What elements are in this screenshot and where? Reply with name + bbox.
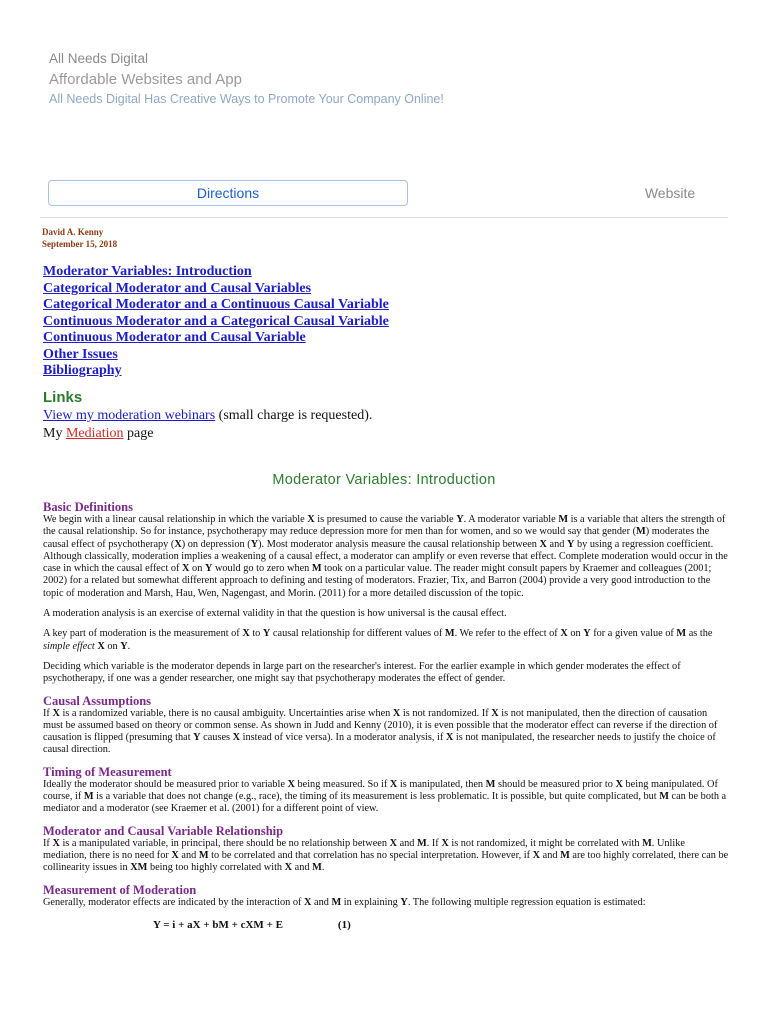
paragraph-basic-2: A moderation analysis is an exercise of external validity in that the question is how universal is the causal effect.: [43, 608, 507, 620]
equation-1: [43, 919, 729, 931]
equation-text: Y = i + aX + bM + cXM + E: [153, 918, 283, 931]
toc-link-categorical-moderator[interactable]: Categorical Moderator and Causal Variables: [43, 280, 312, 296]
equation-number: (1): [337, 918, 351, 931]
paragraph-relationship-1: If X is a manipulated variable, in principal, there should be no relationship between X and M. If X is not randomized, it might be correlated with M. Unlike mediation, there is no need for X and M to be correlated and that correlation has no special interpretation. However, if X and M are too highly correlated, there can be collinearity issues in XM being too highly correlated with X and M.: [43, 837, 729, 874]
mediation-suffix: page: [123, 426, 154, 441]
webinars-link[interactable]: View my moderation webinars: [43, 408, 216, 423]
toc-link-introduction[interactable]: Moderator Variables: Introduction: [43, 264, 252, 279]
ad-subtitle[interactable]: All Needs Digital Has Creative Ways to Promote Your Company Online!: [49, 92, 444, 106]
mediation-line: [43, 425, 153, 443]
article-body: [43, 500, 729, 931]
links-heading: Links: [43, 389, 83, 406]
toc-link-categorical-continuous[interactable]: Categorical Moderator and a Continuous Causal Variable: [43, 297, 389, 312]
paragraph-timing-1: Ideally the moderator should be measured prior to variable X being measured. So if X is manipulated, then M should be measured prior to X being manipulated. Of course, if M is a variable that does not change (e.g., race), the timing of its measurement is less problematic. It is possible, but quite complicated, but M can be both a mediator and a moderator (see Kraemer et al. (2001) for a different point of view.: [43, 778, 727, 815]
website-button[interactable]: Website: [644, 185, 696, 201]
mediation-prefix: My: [43, 426, 66, 441]
webinars-line: [43, 407, 372, 425]
author-info: [42, 226, 117, 250]
toc-link-other-issues[interactable]: Other Issues: [43, 346, 118, 362]
section-title: Moderator Variables: Introduction: [272, 472, 496, 488]
heading-measurement: Measurement of Moderation: [43, 882, 197, 897]
paragraph-basic-3: A key part of moderation is the measurement of X to Y causal relationship for different values of M. We refer to the effect of X on Y for a given value of M as the simple effect X on Y.: [43, 628, 713, 652]
ad-block: [49, 50, 444, 108]
toc-link-bibliography[interactable]: Bibliography: [43, 363, 122, 378]
heading-relationship: Moderator and Causal Variable Relationship: [43, 823, 284, 838]
author-name: David A. Kenny: [42, 227, 104, 237]
webinars-note: (small charge is requested).: [215, 408, 373, 423]
ad-brand[interactable]: All Needs Digital: [49, 51, 149, 66]
heading-basic-definitions: Basic Definitions: [43, 500, 133, 514]
toc-link-continuous-moderator[interactable]: Continuous Moderator and Causal Variable: [43, 330, 306, 345]
toc-link-continuous-categorical[interactable]: Continuous Moderator and a Categorical Causal Variable: [43, 313, 389, 329]
ad-buttons: [40, 180, 728, 218]
ad-title[interactable]: Affordable Websites and App: [49, 71, 242, 88]
paragraph-basic-4: Deciding which variable is the moderator depends in large part on the researcher's interest. For the earlier example in which gender moderates the effect of psychotherapy, if one was a gender researcher, one might say that psychotherapy moderates the effect of gender.: [43, 660, 681, 685]
paragraph-causal-1: If X is a randomized variable, there is no causal ambiguity. Uncertainties arise when X is not randomized. If X is not manipulated, then the direction of causation must be assumed based on theory or common sense. As shown in Judd and Kenny (2010), it is even possible that the moderator effect can reverse if the direction of causation is flipped (presuming that Y causes X instead of vice versa). In a moderator analysis, if X is not manipulated, the researcher needs to justify the choice of causal direction.: [43, 707, 718, 756]
author-date: September 15, 2018: [42, 239, 118, 249]
paragraph-basic-1: We begin with a linear causal relationship in which the variable X is presumed to cause the variable Y. A moderator variable M is a variable that alters the strength of the causal relationship. So for instance, psychotherapy may reduce depression more for men than for women, and so we would say that gender (M) moderates the causal effect of psychotherapy (X) on depression (Y). Most moderator analysis measure the causal relationship between X and Y by using a regression coefficient. Although classically, moderation implies a weakening of a causal effect, a moderator can amplify or even reverse that effect. Complete moderation would occur in the case in which the causal effect of X on Y would go to zero when M took on a particular value. The reader might consult papers by Kraemer and colleagues (2001; 2002) for a related but somewhat different approach to defining and testing of moderators. Frazier, Tix, and Barron (2004) provide a very good introduction to the topic of moderation and Marsh, Hau, Wen, Nagengast, and Morin. (2011) for a more detailed discussion of the topic.: [43, 514, 728, 599]
directions-button[interactable]: Directions: [48, 180, 408, 206]
heading-causal-assumptions: Causal Assumptions: [43, 693, 152, 708]
heading-timing: Timing of Measurement: [43, 764, 172, 779]
paragraph-measurement-1: Generally, moderator effects are indicated by the interaction of X and M in explaining Y. The following multiple regression equation is estimated:: [43, 896, 646, 908]
table-of-contents: [43, 264, 389, 380]
mediation-link[interactable]: Mediation: [65, 426, 124, 441]
